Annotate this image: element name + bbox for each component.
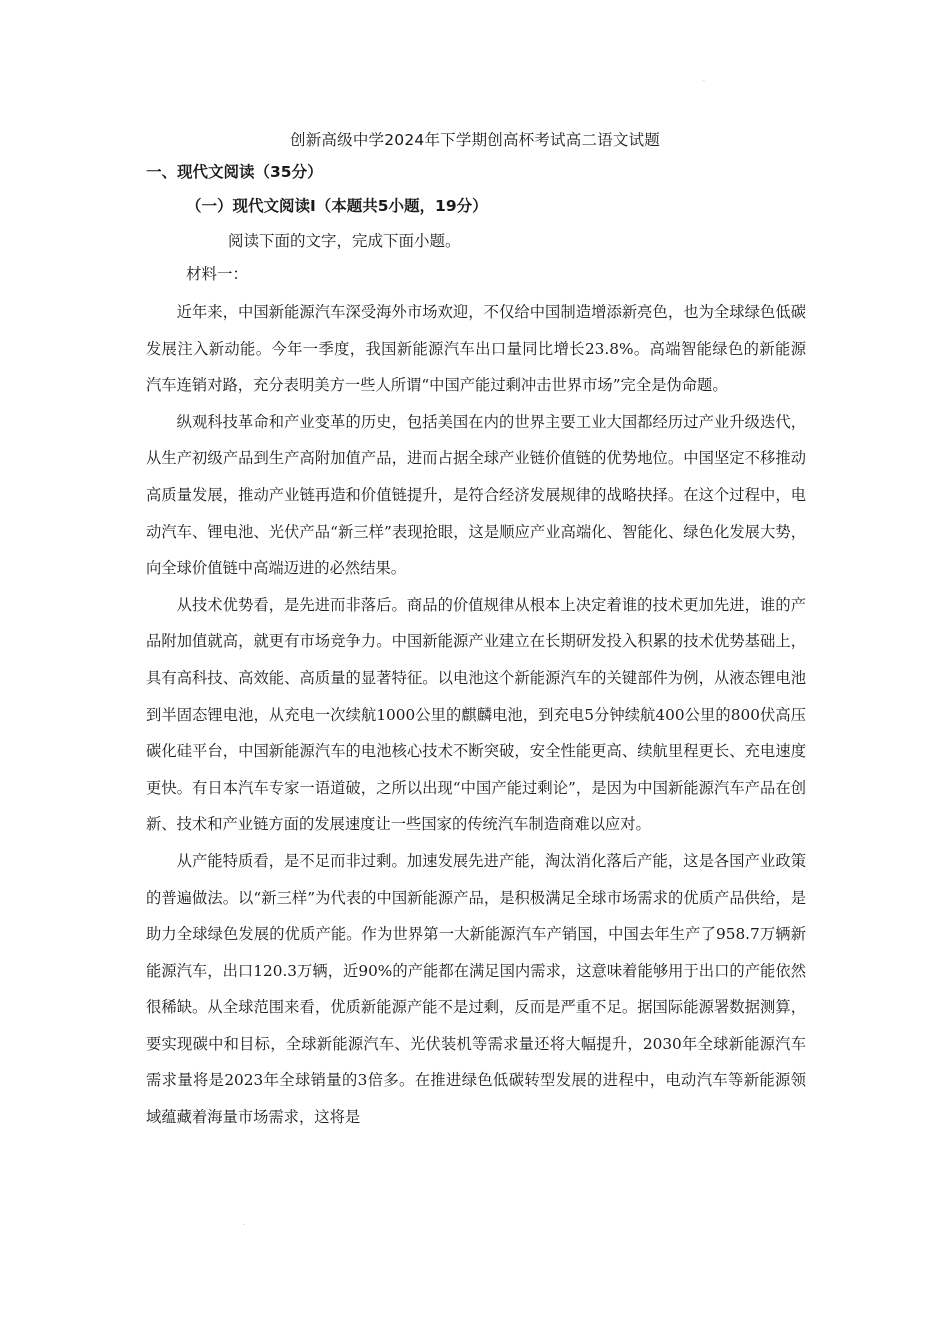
paragraph: 近年来，中国新能源汽车深受海外市场欢迎，不仅给中国制造增添新亮色，也为全球绿色低碳发展注入新动能。今年一季度，我国新能源汽车出口量同比增长23.8%。高端智能绿色的新能源汽车连销对路，充分表明美方一些人所谓“中国产能过剩冲击世界市场”完全是伪命题。 bbox=[146, 303, 806, 395]
passage-body bbox=[146, 294, 806, 1136]
exam-title: 创新高级中学2024年下学期创高杯考试高二语文试题 bbox=[290, 131, 660, 149]
reading-instruction: 阅读下面的文字，完成下面小题。 bbox=[228, 232, 461, 250]
footer-dot: · bbox=[243, 1222, 245, 1229]
section-heading: 一、现代文阅读（35分） bbox=[146, 163, 323, 181]
sub-heading: （一）现代文阅读Ⅰ（本题共5小题，19分） bbox=[186, 197, 488, 215]
paragraph: 从产能特质看，是不足而非过剩。加速发展先进产能，淘汰消化落后产能，这是各国产业政策的普遍做法。以“新三样”为代表的中国新能源产品，是积极满足全球市场需求的优质产品供给，是助力全球绿色发展的优质产能。作为世界第一大新能源汽车产销国，中国去年生产了958.7万辆新能源汽车，出口120.3万辆，近90%的产能都在满足国内需求，这意味着能够用于出口的产能依然很稀缺。从全球范围来看，优质新能源产能不是过剩，反而是严重不足。据国际能源署数据测算，要实现碳中和目标，全球新能源汽车、光伏装机等需求量还将大幅提升，2030年全球新能源汽车需求量将是2023年全球销量的3倍多。在推进绿色低碳转型发展的进程中，电动汽车等新能源领域蕴藏着海量市场需求，这将是 bbox=[146, 851, 806, 1127]
paragraph: 纵观科技革命和产业变革的历史，包括美国在内的世界主要工业大国都经历过产业升级迭代，从生产初级产品到生产高附加值产品，进而占据全球产业链价值链的优势地位。中国坚定不移推动高质量发展，推动产业链再造和价值链提升，是符合经济发展规律的战略抉择。在这个过程中，电动汽车、锂电池、光伏产品“新三样”表现抢眼，这是顺应产业高端化、智能化、绿色化发展大势，向全球价值链中高端迈进的必然结果。 bbox=[146, 412, 806, 578]
corner-dot: · bbox=[703, 78, 705, 85]
material-label: 材料一： bbox=[186, 265, 249, 283]
paragraph: 从技术优势看，是先进而非落后。商品的价值规律从根本上决定着谁的技术更加先进，谁的产品附加值就高，就更有市场竞争力。中国新能源产业建立在长期研发投入积累的技术优势基础上，具有高科技、高效能、高质量的显著特征。以电池这个新能源汽车的关键部件为例，从液态锂电池到半固态锂电池，从充电一次续航1000公里的麒麟电池，到充电5分钟续航400公里的800伏高压碳化硅平台，中国新能源汽车的电池核心技术不断突破，安全性能更高、续航里程更长、充电速度更快。有日本汽车专家一语道破，之所以出现“中国产能过剩论”，是因为中国新能源汽车产品在创新、技术和产业链方面的发展速度让一些国家的传统汽车制造商难以应对。 bbox=[146, 595, 806, 834]
